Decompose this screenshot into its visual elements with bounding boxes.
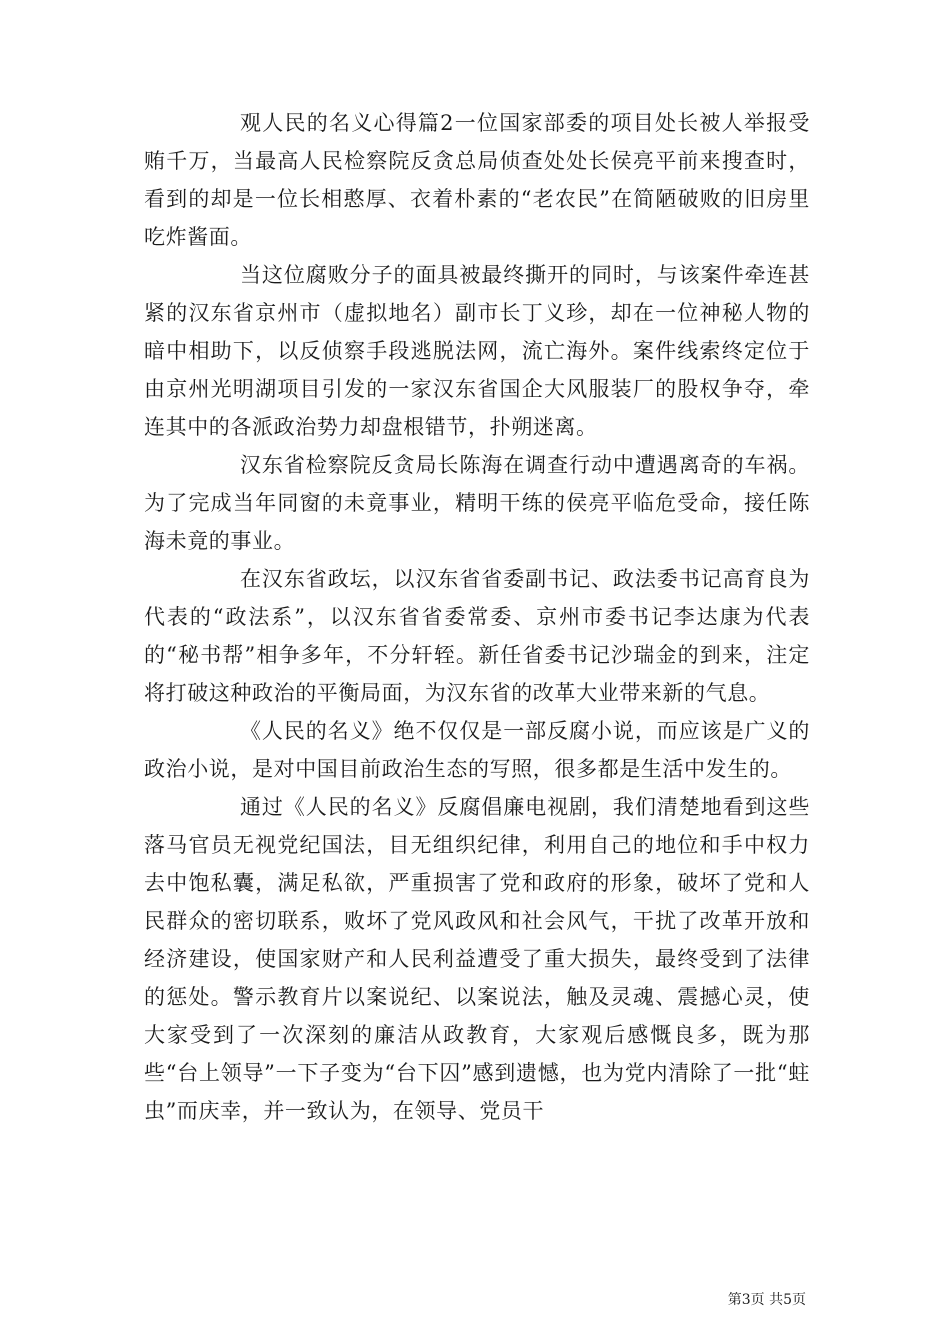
- paragraph-4: 在汉东省政坛，以汉东省省委副书记、政法委书记高育良为代表的“政法系”，以汉东省省委常委、京州市委书记李达康为代表的“秘书帮”相争多年，不分轩轾。新任省委书记沙瑞金的到来，注定将打破这种政治的平衡局面，为汉东省的改革大业带来新的气息。: [144, 567, 810, 705]
- paragraph-1: 观人民的名义心得篇2一位国家部委的项目处长被人举报受贿千万，当最高人民检察院反贪总局侦查处处长侯亮平前来搜查时，看到的却是一位长相憨厚、衣着朴素的“老农民”在简陋破败的旧房里吃炸酱面。: [144, 111, 810, 249]
- document-body: [144, 104, 810, 1130]
- paragraph-6: 通过《人民的名义》反腐倡廉电视剧，我们清楚地看到这些落马官员无视党纪国法，目无组织纪律，利用自己的地位和手中权力去中饱私囊，满足私欲，严重损害了党和政府的形象，破坏了党和人民群众的密切联系，败坏了党风政风和社会风气，干扰了改革开放和经济建设，使国家财产和人民利益遭受了重大损失，最终受到了法律的惩处。警示教育片以案说纪、以案说法，触及灵魂、震撼心灵，使大家受到了一次深刻的廉洁从政教育，大家观后感慨良多，既为那些“台上领导”一下子变为“台下囚”感到遗憾，也为党内清除了一批“蛀虫”而庆幸，并一致认为，在领导、党员干: [144, 795, 810, 1123]
- paragraph-3: 汉东省检察院反贪局长陈海在调查行动中遭遇离奇的车祸。为了完成当年同窗的未竟事业，精明干练的侯亮平临危受命，接任陈海未竟的事业。: [144, 453, 810, 553]
- page-number-footer: 第3页 共5页: [727, 1292, 806, 1308]
- paragraph-5: 《人民的名义》绝不仅仅是一部反腐小说，而应该是广义的政治小说，是对中国目前政治生态的写照，很多都是生活中发生的。: [144, 719, 810, 781]
- paragraph-2: 当这位腐败分子的面具被最终撕开的同时，与该案件牵连甚紧的汉东省京州市（虚拟地名）副市长丁义珍，却在一位神秘人物的暗中相助下，以反侦察手段逃脱法网，流亡海外。案件线索终定位于由京州光明湖项目引发的一家汉东省国企大风服装厂的股权争夺，牵连其中的各派政治势力却盘根错节，扑朔迷离。: [144, 263, 810, 439]
